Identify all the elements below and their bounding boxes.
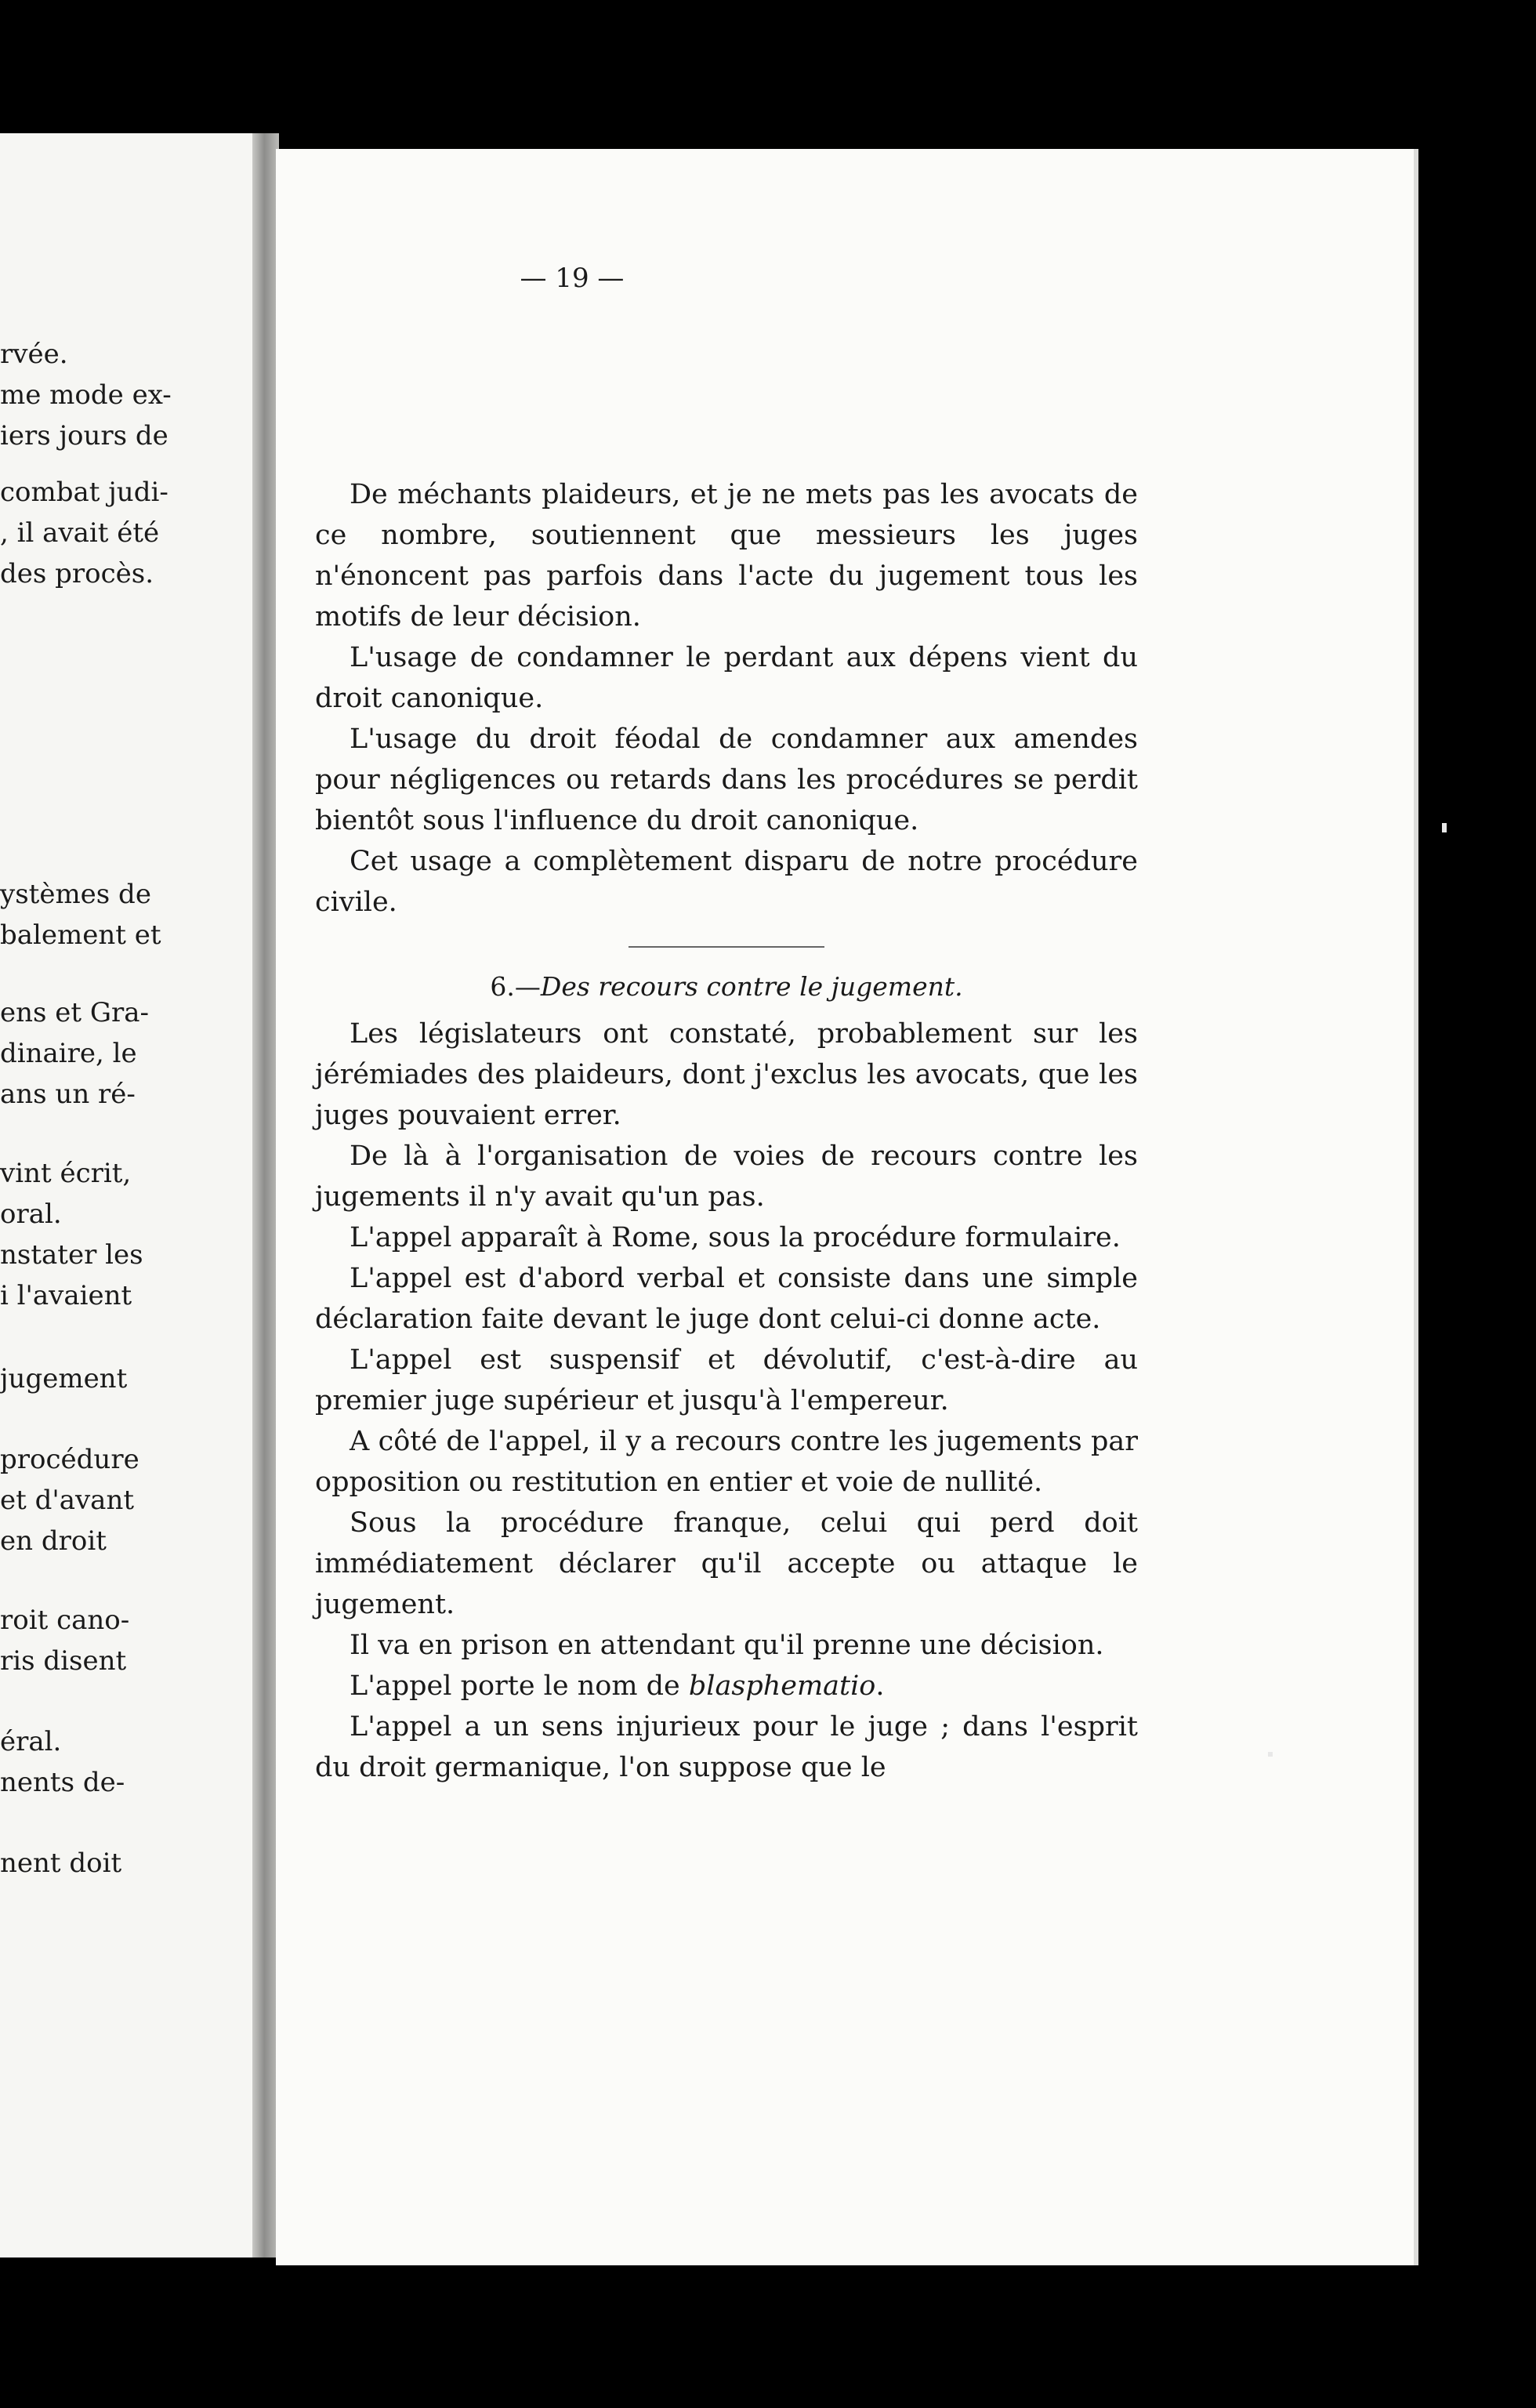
left-page-text-line: jugement — [0, 1363, 128, 1394]
left-page-text-line: nents de- — [0, 1767, 125, 1798]
left-page-text-line: éral. — [0, 1726, 62, 1757]
paragraph-text: . — [875, 1670, 885, 1702]
left-page-text-line: , il avait été — [0, 517, 160, 549]
paragraph-text: L'appel porte le nom de — [350, 1670, 689, 1702]
left-page-text-line: oral. — [0, 1199, 62, 1230]
left-page-text-line: dinaire, le — [0, 1038, 137, 1069]
paragraph: De méchants plaideurs, et je ne mets pas les avocats de ce nombre, soutiennent que messieurs les juges n'énoncent pas parfois dans l'acte du jugement tous les motifs de leur décision. — [315, 479, 1138, 633]
left-page-text-line: procédure — [0, 1444, 139, 1475]
left-page-text-line: ris disent — [0, 1645, 127, 1677]
scan-speck — [1268, 1752, 1273, 1757]
left-page-text-line: ans un ré- — [0, 1079, 136, 1110]
left-page-text-line: nent doit — [0, 1848, 122, 1879]
paragraph: Les législateurs ont constaté, probablement sur les jérémiades des plaideurs, dont j'exclus les avocats, que les juges pouvaient errer. — [315, 1018, 1138, 1131]
paragraph: De là à l'organisation de voies de recours contre les jugements il n'y avait qu'un pas. — [315, 1141, 1138, 1213]
left-facing-page — [0, 133, 259, 2258]
left-page-text-line: roit cano- — [0, 1605, 130, 1636]
paragraph: A côté de l'appel, il y a recours contre les jugements par opposition ou restitution en entier et voie de nullité. — [315, 1426, 1138, 1498]
left-page-text-line: et d'avant — [0, 1485, 135, 1516]
scan-speck — [1442, 823, 1447, 832]
body-text — [315, 474, 1138, 1788]
left-page-text-line: des procès. — [0, 558, 154, 589]
section-number: 6.— — [490, 971, 541, 1002]
left-page-text-line: iers jours de — [0, 420, 168, 452]
paragraph: L'usage du droit féodal de condamner aux amendes pour négligences ou retards dans les procédures se perdit bientôt sous l'influence du droit canonique. — [315, 723, 1138, 836]
left-page-text-line: en droit — [0, 1525, 107, 1557]
left-page-text-line: nstater les — [0, 1239, 143, 1271]
left-page-text-line: ens et Gra- — [0, 997, 150, 1028]
page-number: — 19 — — [520, 263, 625, 294]
section-heading — [315, 966, 1138, 1007]
left-page-text-line: vint écrit, — [0, 1158, 132, 1189]
section-title: Des recours contre le jugement. — [540, 971, 963, 1002]
left-page-text-line: rvée. — [0, 339, 68, 370]
paragraph: Il va en prison en attendant qu'il prenne une décision. — [350, 1630, 1104, 1661]
left-page-text-line: ystèmes de — [0, 879, 151, 910]
left-page-text-line: balement et — [0, 919, 161, 951]
left-page-text-line: combat judi- — [0, 477, 168, 508]
paragraph: L'appel a un sens injurieux pour le juge ; dans l'esprit du droit germanique, l'on suppose que le — [315, 1711, 1138, 1783]
paragraph — [315, 1666, 1138, 1706]
paragraph: Sous la procédure franque, celui qui perd doit immédiatement déclarer qu'il accepte ou attaque le jugement. — [315, 1507, 1138, 1620]
paragraph: L'usage de condamner le perdant aux dépens vient du droit canonique. — [315, 642, 1138, 714]
section-divider — [629, 946, 824, 948]
latin-term: blasphematio — [688, 1670, 876, 1702]
paragraph: L'appel apparaît à Rome, sous la procédure formulaire. — [350, 1222, 1121, 1253]
paragraph: L'appel est suspensif et dévolutif, c'est-à-dire au premier juge supérieur et jusqu'à l'empereur. — [315, 1344, 1138, 1416]
left-page-text-line: i l'avaient — [0, 1280, 132, 1311]
book-gutter — [252, 133, 279, 2258]
paragraph: L'appel est d'abord verbal et consiste dans une simple déclaration faite devant le juge dont celui-ci donne acte. — [315, 1263, 1138, 1335]
left-page-text-line: me mode ex- — [0, 379, 172, 411]
paragraph: Cet usage a complètement disparu de notre procédure civile. — [315, 846, 1138, 918]
